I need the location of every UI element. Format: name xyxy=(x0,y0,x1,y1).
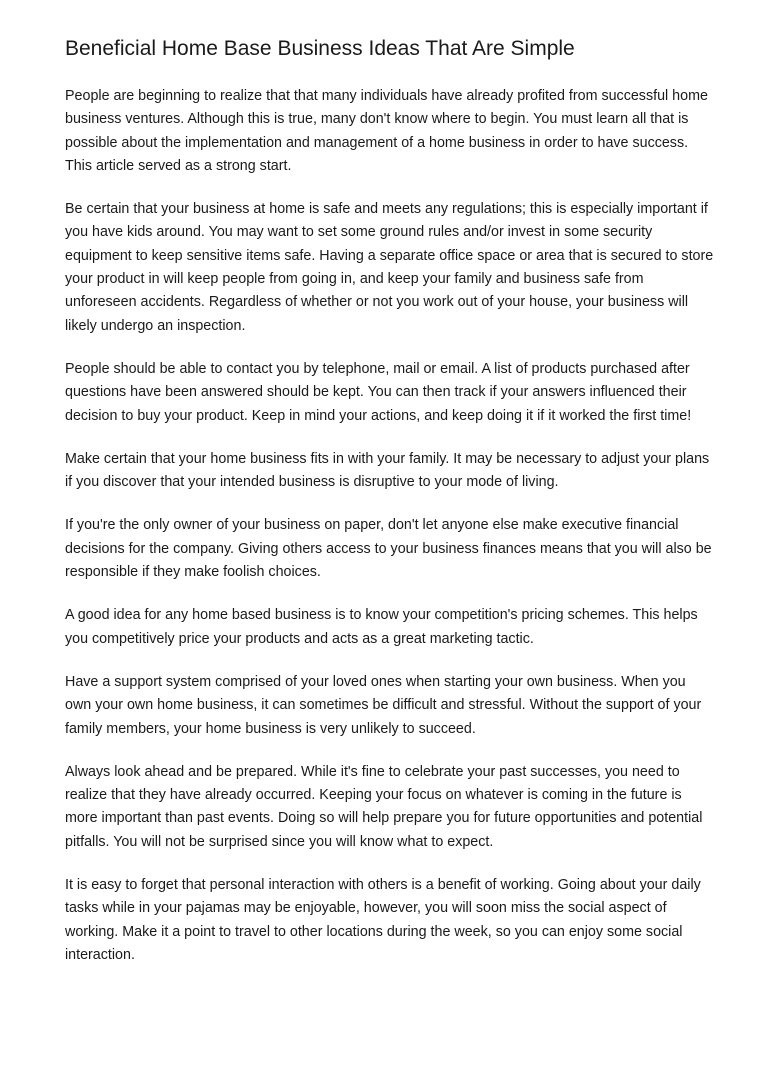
paragraph-ownership: If you're the only owner of your business on paper, don't let anyone else make executive financial decisions for the company. Giving others access to your business finances means that you will also be responsible if they make foolish choices. xyxy=(65,517,712,581)
document-page xyxy=(65,34,715,987)
paragraph-contact: People should be able to contact you by telephone, mail or email. A list of products purchased after questions have been answered should be kept. You can then track if your answers influenced their decision to buy your product. Keep in mind your actions, and keep doing it if it worked the first time! xyxy=(65,360,692,424)
paragraph-look-ahead: Always look ahead and be prepared. While it's fine to celebrate your past successes, you need to realize that they have already occurred. Keeping your focus on whatever is coming in the future is more important than past events. Doing so will help prepare you for future opportunities and potential pitfalls. You will not be surprised since you will know what to expect. xyxy=(65,763,703,850)
paragraph-intro: People are beginning to realize that that many individuals have already profited from successful home business ventures. Although this is true, many don't know where to begin. You must learn all that is possible about the implementation and management of a home business in order to have success. This article served as a strong start. xyxy=(65,88,708,174)
document-title: Beneficial Home Base Business Ideas That Are Simple xyxy=(65,37,575,60)
paragraph-safety: Be certain that your business at home is safe and meets any regulations; this is especially important if you have kids around. You may want to set some ground rules and/or invest in some security equipment to keep sensitive items safe. Having a separate office space or area that is secured to store your product in will keep people from going in, and keep your family and business safe from unforeseen accidents. Regardless of whether or not you work out of your house, your business will likely undergo an inspection. xyxy=(65,201,714,334)
paragraph-support-system: Have a support system comprised of your loved ones when starting your own business. When you own your own home business, it can sometimes be difficult and stressful. Without the support of your family members, your home business is very unlikely to succeed. xyxy=(65,673,702,737)
paragraph-competition: A good idea for any home based business is to know your competition's pricing schemes. This helps you competitively price your products and acts as a great marketing tactic. xyxy=(65,607,698,647)
paragraph-social-interaction: It is easy to forget that personal interaction with others is a benefit of working. Going about your daily tasks while in your pajamas may be enjoyable, however, you will soon miss the social aspect of working. Make it a point to travel to other locations during the week, so you can enjoy some social interaction. xyxy=(65,877,701,963)
paragraph-family-fit: Make certain that your home business fits in with your family. It may be necessary to adjust your plans if you discover that your intended business is disruptive to your mode of living. xyxy=(65,450,710,491)
